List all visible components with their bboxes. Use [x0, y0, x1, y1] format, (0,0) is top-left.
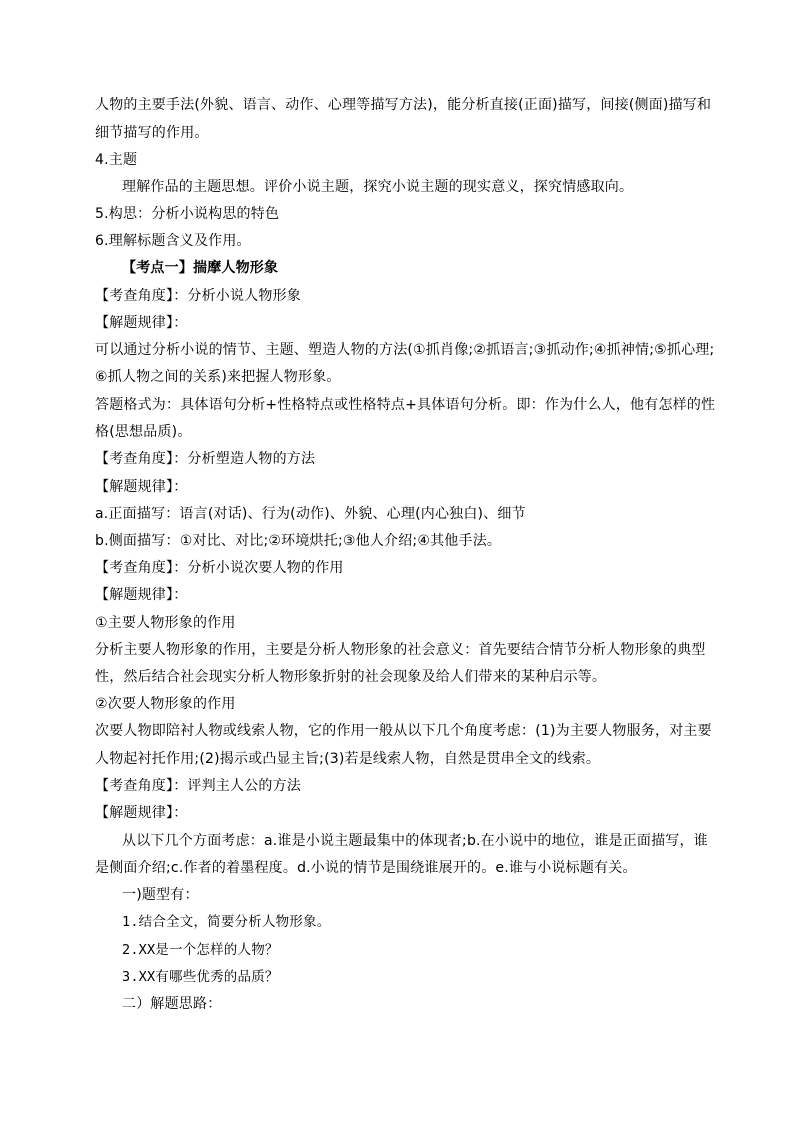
text-line: 分析主要人物形象的作用，主要是分析人物形象的社会意义：首先要结合情节分析人物形象的典型: [95, 642, 706, 658]
text-line: a.正面描写：语言(对话)、行为(动作)、外貌、心理(内心独白)、细节: [95, 506, 526, 522]
text-line: 细节描写的作用。: [95, 125, 209, 141]
topic-heading: 【考点一】揣摩人物形象: [122, 260, 279, 276]
text-line: 理解作品的主题思想。评价小说主题，探究小说主题的现实意义，探究情感取向。: [122, 179, 634, 195]
solution-rule-label: 【解题规律】：: [95, 479, 188, 495]
text-line: 格(思想品质)。: [95, 424, 192, 440]
section-heading: 4.主题: [95, 152, 138, 168]
text-line: 可以通过分析小说的情节、主题、塑造人物的方法(①抓肖像;②抓语言;③抓动作;④抓神情;⑤抓心理;: [95, 342, 715, 358]
text-line: 性，然后结合社会现实分析人物形象折射的社会现象及给人们带来的某种启示等。: [95, 669, 607, 685]
exam-angle-label: 【考查角度】：分析小说次要人物的作用: [95, 560, 344, 576]
text-line: 人物起衬托作用;(2)揭示或凸显主旨;(3)若是线索人物，自然是贯串全文的线索。: [95, 751, 601, 767]
text-line: ⑥抓人物之间的关系)来把握人物形象。: [95, 369, 341, 385]
section-heading: 5.构思：分析小说构思的特色: [95, 206, 280, 222]
sub-heading: ②次要人物形象的作用: [95, 696, 236, 712]
question-item: 1.结合全文，简要分析人物形象。: [122, 914, 331, 930]
solution-rule-label: 【解题规律】：: [95, 805, 188, 821]
text-line: 人物的主要手法(外貌、语言、动作、心理等描写方法)，能分析直接(正面)描写，间接(侧面)描写和: [95, 97, 712, 113]
question-item: 2.XX是一个怎样的人物？: [122, 942, 279, 958]
exam-angle-label: 【考查角度】：分析小说人物形象: [95, 288, 301, 304]
exam-angle-label: 【考查角度】：分析塑造人物的方法: [95, 451, 316, 467]
exam-angle-label: 【考查角度】：评判主人公的方法: [95, 778, 301, 794]
sub-heading: 一)题型有：: [122, 887, 199, 903]
solution-rule-label: 【解题规律】：: [95, 587, 188, 603]
text-line: 答题格式为：具体语句分析+性格特点或性格特点+具体语句分析。即：作为什么人，他有怎样的性: [95, 397, 716, 413]
sub-heading: ①主要人物形象的作用: [95, 615, 236, 631]
sub-heading: 二）解题思路：: [122, 996, 222, 1012]
question-item: 3.XX有哪些优秀的品质？: [122, 969, 279, 985]
text-line: 次要人物即陪衬人物或线索人物，它的作用一般从以下几个角度考虑：(1)为主要人物服务，对主要: [95, 723, 712, 739]
section-heading: 6.理解标题含义及作用。: [95, 233, 251, 249]
text-line: b.侧面描写：①对比、对比;②环境烘托;③他人介绍;④其他手法。: [95, 533, 502, 549]
text-line: 从以下几个方面考虑：a.谁是小说主题最集中的体现者;b.在小说中的地位，谁是正面描写，谁: [122, 833, 708, 849]
solution-rule-label: 【解题规律】：: [95, 315, 188, 331]
text-line: 是侧面介绍;c.作者的着墨程度。d.小说的情节是围绕谁展开的。e.谁与小说标题有关。: [95, 860, 637, 876]
